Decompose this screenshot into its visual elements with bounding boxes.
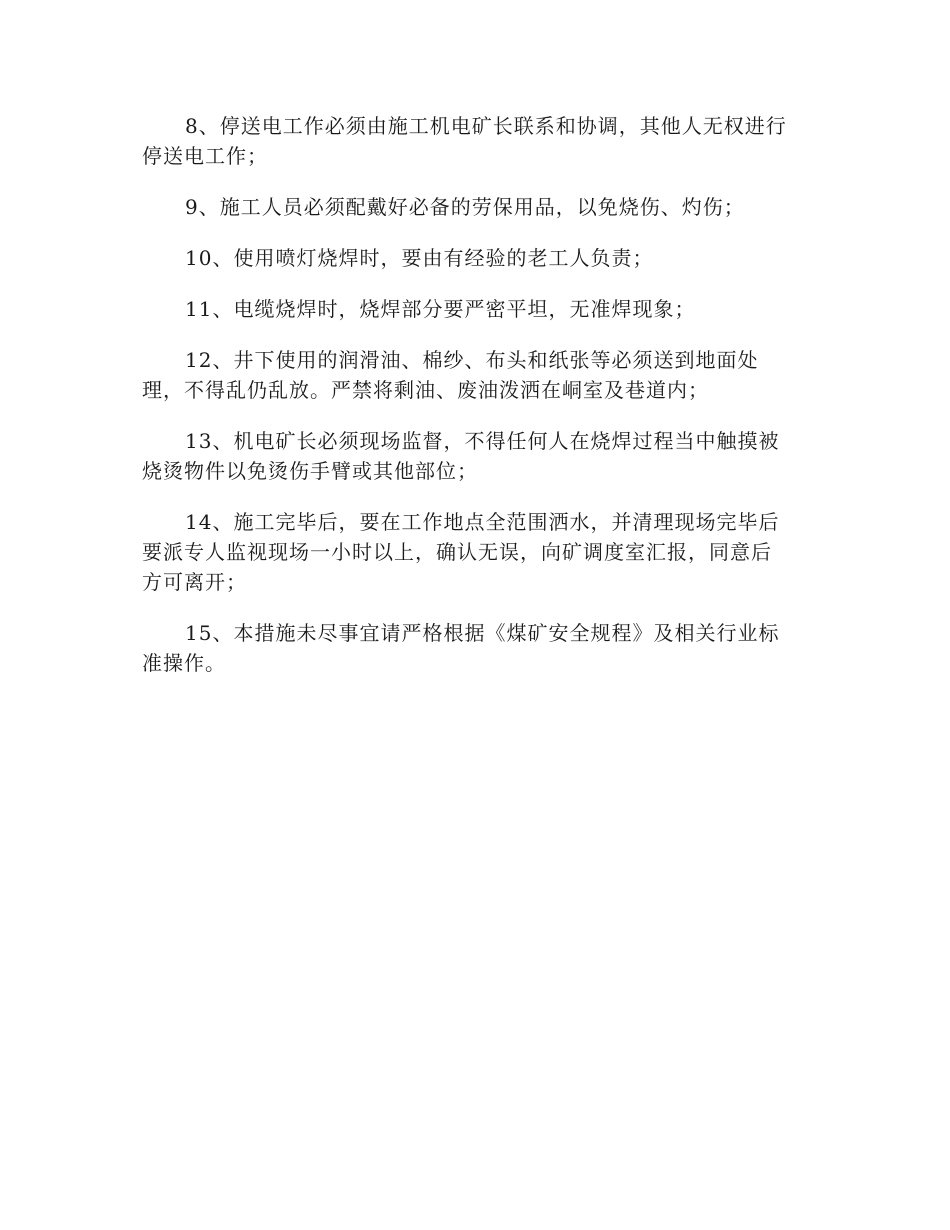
paragraph-line: 8、停送电工作必须由施工机电矿长联系和协调，其他人无权进行: [185, 114, 787, 138]
paragraph-item-10: [142, 243, 810, 273]
document-body: [142, 111, 810, 699]
paragraph-line: 要派专人监视现场一小时以上，确认无误，向矿调度室汇报，同意后: [142, 540, 772, 564]
paragraph-line: 11、电缆烧焊时，烧焊部分要严密平坦，无准焊现象；: [185, 297, 696, 321]
paragraph-line: 13、机电矿长必须现场监督，不得任何人在烧焊过程当中触摸被: [185, 429, 780, 453]
paragraph-line: 10、使用喷灯烧焊时，要由有经验的老工人负责；: [185, 246, 654, 270]
paragraph-item-11: [142, 294, 810, 324]
paragraph-item-13: [142, 426, 810, 486]
paragraph-item-15: [142, 618, 810, 678]
paragraph-line: 方可离开；: [142, 570, 247, 594]
paragraph-item-9: [142, 192, 810, 222]
paragraph-line: 烧烫物件以免烫伤手臂或其他部位；: [142, 459, 478, 483]
paragraph-line: 14、施工完毕后，要在工作地点全范围洒水，并清理现场完毕后: [185, 510, 780, 534]
paragraph-item-12: [142, 345, 810, 405]
paragraph-line: 准操作。: [142, 651, 226, 675]
paragraph-item-14: [142, 507, 810, 597]
paragraph-item-8: [142, 111, 810, 171]
paragraph-line: 理，不得乱仍乱放。严禁将剩油、废油泼洒在峒室及巷道内；: [142, 378, 709, 402]
paragraph-line: 9、施工人员必须配戴好必备的劳保用品，以免烧伤、灼伤；: [185, 195, 745, 219]
paragraph-line: 15、本措施未尽事宜请严格根据《煤矿安全规程》及相关行业标: [185, 621, 780, 645]
paragraph-line: 12、井下使用的润滑油、棉纱、布头和纸张等必须送到地面处: [185, 348, 759, 372]
paragraph-line: 停送电工作；: [142, 144, 268, 168]
